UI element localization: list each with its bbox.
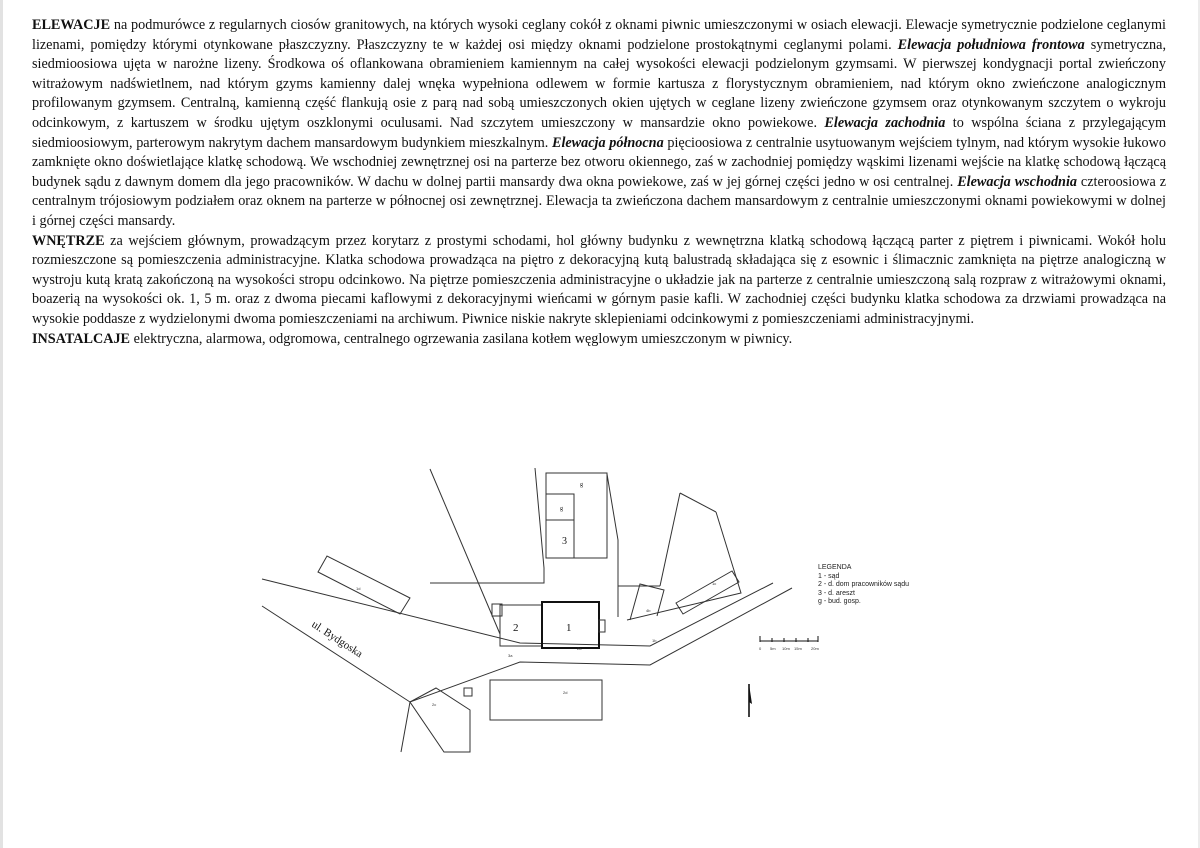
building-south-left [410, 688, 470, 752]
text-run: za wejściem głównym, prowadzącym przez korytarz z prostymi schodami, hol główny budynku z wewnętrzna klatką schodową łączącą parter z piętrem i piwnicami. Wokół holu rozmieszczone są pomieszczenia administracyjne. Klatka schodowa prowadząca na piętro z dekoracyjną kutą balustradą składająca się z esownic i ślimacznic zamknięta na piętrze analogiczną w wystroju kutą kratą zakończoną na wysokości stropu odcinkowo. Na piętrze pomieszczenia administracyjne o układzie jak na parterze z centralnie umieszczoną salą rozpraw z witrażowymi oknami, boazerią na wysokości ok. 1, 5 m. oraz z dwoma piecami kaflowymi z dekoracyjnymi wieńcami w górnym pasie kafli. W zachodniej części budynku klatka schodowa za drzwiami prowadząca na wysokie poddasze z wydzielonymi dwoma pomieszczeniami na archiwum. Piwnice niskie nakryte sklepieniami odcinkowymi z pomieszczeniami administracyjnymi. [32, 232, 1166, 327]
text-run: elektryczna, alarmowa, odgromowa, centralnego ogrzewania zasilana kotłem węglowym umieszczonym w piwnicy. [130, 330, 793, 347]
small-label: 2d [563, 690, 568, 695]
small-label: 3a [508, 653, 513, 658]
small-label: 1b [652, 638, 657, 643]
legend-item: 1 - sąd [818, 572, 840, 580]
scale-bar [759, 636, 819, 651]
text-run: czteroosiowa z centralnym trójosiowym podziałem oraz oknem na parterze w północnej osi zewnętrznej. Elewacja ta zwieńczona dachem mansardowym z centralnie umieszczonymi oknami powiekowymi w dolnej i górnej części mansardy. [32, 173, 1166, 229]
plot-line [660, 493, 680, 586]
plot-line [430, 468, 544, 583]
label-3: 3 [562, 536, 567, 547]
subheading-elewacja-polnocna: Elewacja północna [551, 134, 664, 151]
outbuilding-rear [630, 584, 664, 620]
scale-tick-label: 15m [794, 646, 802, 651]
outbuilding-g-top [546, 473, 607, 558]
plot-line [680, 493, 716, 512]
text-run: pięcioosiowa z centralnie usytuowanym wejściem tylnym, nad którym wysokie łukowo zamknięte okno doświetlające klatkę schodową. We wschodniej zewnętrznej osi na parterze bez otworu okiennego, zaś w zachodniej pomiędzy wąskimi lizenami wejście na klatkę schodową łączącą budynek sądu z dawnym domem dla jego pracowników. W dachu w dolnej partii mansardy dwa okna powiekowe, zaś w jej górnej części jedno w osi centralnej. [32, 134, 1166, 190]
label-g-top: g [580, 482, 583, 488]
legend-item: g - bud. gosp. [818, 598, 861, 606]
subheading-elewacja-wschodnia: Elewacja wschodnia [957, 173, 1077, 190]
building-south-center [490, 680, 602, 720]
small-label: 2a [577, 646, 582, 651]
legend-title: LEGENDA [818, 564, 852, 571]
street-label: ul. Bydgoska [309, 618, 365, 661]
north-arrow-icon [749, 684, 752, 717]
plot-line [401, 702, 410, 752]
legend-item: 3 - d. areszt [818, 589, 855, 597]
text-run: to wspólna ściana z przylegającym siedmioosiowym, parterowym nakrytym dachem mansardowym budynkiem mieszkalnym. [32, 114, 1166, 151]
small-label: 4b [646, 608, 651, 613]
outbuilding-right [676, 571, 739, 614]
label-2: 2 [513, 622, 519, 634]
text-run: na podmurówce z regularnych ciosów granitowych, na których wysoki ceglany cokół z oknami piwnic umieszczonymi w osiach elewacji. Elewacje symetrycznie podzielone ceglanymi lizenami, pomiędzy którymi otynkowane płaszczyzny. Płaszczyzny te w każdej osi między oknami podzielone prostokątnymi ceglanymi polami. [32, 17, 1166, 53]
label-1: 1 [566, 622, 572, 634]
scale-tick-label: 10m [782, 646, 790, 651]
legend [818, 564, 909, 607]
label-g-mid: g [560, 506, 563, 512]
subheading-elewacja-poludniowa: Elewacja południowa frontowa [897, 36, 1085, 53]
scale-tick-label: 20m [811, 646, 819, 651]
heading-wnetrze: WNĘTRZE [32, 232, 105, 249]
subheading-elewacja-zachodnia: Elewacja zachodnia [824, 114, 946, 131]
legend-item: 2 - d. dom pracowników sądu [818, 581, 910, 589]
scale-tick-label: 5m [770, 646, 776, 651]
heading-instalacje: INSATALCAJE [32, 330, 131, 347]
jail-building [546, 520, 574, 558]
plot-line [627, 512, 741, 620]
text-run: symetryczna, siedmioosiowa ujęta w narożne lizeny. Środkowa oś oflankowana obramieniem kamiennym na całej wysokości elewacji podzielonym gzymsami. W pierwszej kondygnacji portal zwieńczony witrażowym nadświetlnem, nad którym gzyms kamienny dalej wnęka wypełniona odlewem w formie kartusza z florystycznym obramieniem, nad którym okno zwieńczone analogicznym profilowanym gzymsem. Centralną, kamienną część flankują osie z parą nad sobą umieszczonych okien ujętych w ceglane lizeny zwieńczone gzymsem oraz otynkowanym szczytem o wykroju odcinkowym, z kartuszem w środku ujętym oszklonymi oculusami. Nad szczytem umieszczony w mansardzie okno powiekowe. [32, 36, 1166, 131]
outbuilding-diagonal [318, 556, 410, 614]
plot-line [607, 474, 618, 617]
small-label: 1d [356, 586, 361, 591]
building-south-small [464, 688, 472, 696]
plot-line [430, 469, 500, 634]
small-label: 1c [712, 581, 717, 586]
heading-elewacje: ELEWACJE [32, 17, 111, 33]
scale-tick-label: 0 [759, 646, 762, 651]
small-label: 2c [432, 702, 437, 707]
